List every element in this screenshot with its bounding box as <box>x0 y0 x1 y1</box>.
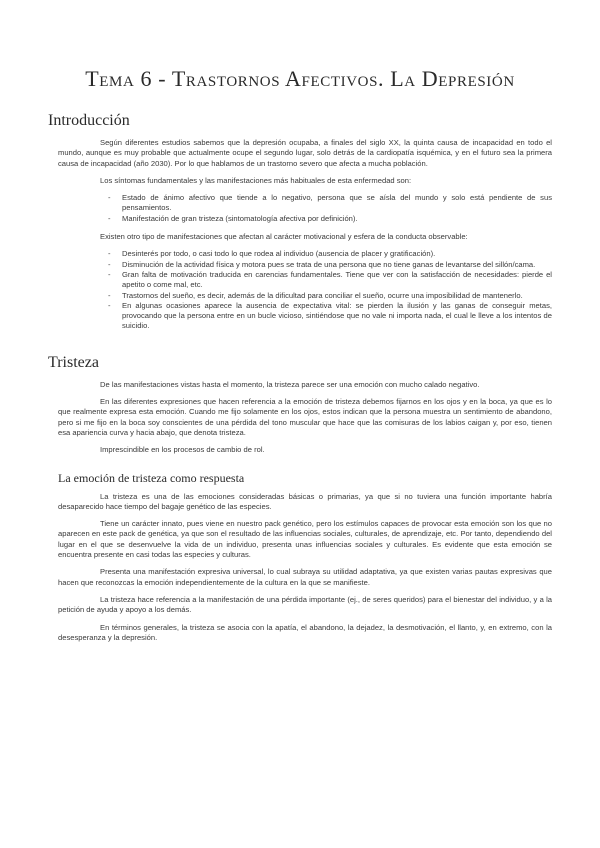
paragraph: De las manifestaciones vistas hasta el momento, la tristeza parece ser una emoción con mucho calado negativo. <box>100 379 480 389</box>
paragraph: En términos generales, la tristeza se asocia con la apatía, el abandono, la dejadez, la desmotivación, el llanto, y, en extremo, con la desesperanza y la depresión. <box>58 622 552 642</box>
paragraph: Los síntomas fundamentales y las manifestaciones más habituales de esta enfermedad son: <box>100 175 412 185</box>
list-item: - En algunas ocasiones aparece la ausencia de expectativa vital: se pierden la ilusión y las ganas de conseguir metas, provocando que la persona entre en un bucle vicioso, sintiéndose que no vale ni importa nada, el cual le lleve a los intentos de suicidio. <box>108 301 552 332</box>
list-item: - Gran falta de motivación traducida en carencias fundamentales. Tiene que ver con la satisfacción de necesidades: pierde el apetito o come mal, etc. <box>108 270 552 291</box>
list-item: - Estado de ánimo afectivo que tiende a lo negativo, persona que se aísla del mundo y solo está pendiente de sus pensamientos. <box>108 193 552 214</box>
paragraph: Presenta una manifestación expresiva universal, lo cual subraya su utilidad adaptativa, ya que existen varias pautas expresivas que hacen que reconozcas la emoción independientemente de la cultura en la que se manifieste. <box>58 567 552 587</box>
manifestation-list <box>108 249 552 331</box>
list-item: - Disminución de la actividad física y motora pues se trata de una persona que no tiene ganas de levantarse del sillón/cama. <box>108 260 552 270</box>
paragraph: En las diferentes expresiones que hacen referencia a la emoción de tristeza debemos fijarnos en los ojos y en la boca, ya que es lo que realmente expresa esta emoción. Cuando me fijo solamente en los ojos, estos indican que la persona muestra un sentimiento de abandono, pero si me fijo en la boca soy conscientes de una pérdida del tono muscular que hace que las comisuras de los labios caigan y, por eso, tienen esa apariencia curva y hacia abajo, que denota tristeza. <box>58 397 552 437</box>
section-heading-introduccion: Introducción <box>48 112 130 129</box>
list-item: - Desinterés por todo, o casi todo lo que rodea al individuo (ausencia de placer y gratificación). <box>108 249 552 259</box>
paragraph: La tristeza hace referencia a la manifestación de una pérdida importante (ej., de seres queridos) para el bienestar del individuo, y a la petición de ayuda y apoyo a los demás. <box>58 594 552 615</box>
page-title: Tema 6 - Trastornos Afectivos. La Depresión <box>85 66 515 91</box>
symptom-list <box>108 193 552 224</box>
paragraph: La tristeza es una de las emociones consideradas básicas o primarias, ya que si no tuviera una función importante habría desaparecido hace tiempo del bagaje genético de las especies. <box>58 491 552 511</box>
paragraph: Existen otro tipo de manifestaciones que afectan al carácter motivacional y esfera de la conducta observable: <box>100 232 468 242</box>
subsection-heading-respuesta: La emoción de tristeza como respuesta <box>58 470 245 485</box>
list-item: - Manifestación de gran tristeza (sintomatología afectiva por definición). <box>108 214 552 224</box>
paragraph: Imprescindible en los procesos de cambio de rol. <box>100 445 265 455</box>
list-item: - Trastornos del sueño, es decir, además de la dificultad para conciliar el sueño, ocurre una imposibilidad de mantenerlo. <box>108 291 552 301</box>
section-heading-tristeza: Tristeza <box>48 353 99 371</box>
paragraph: Tiene un carácter innato, pues viene en nuestro pack genético, pero los estímulos capaces de provocar esta emoción son los que no aparecen en este pack de genética, ya que son el resultado de las influencias sociales, culturales, de aprendizaje, etc. Por tanto, dependiendo del lugar en el que se desenvuelve la vida de un individuo, presenta unas influencias sociales y culturales. Es evidente que esta emoción se encuentra presente en casi todas las especies y culturas. <box>58 519 552 560</box>
paragraph: Según diferentes estudios sabemos que la depresión ocupaba, a finales del siglo XX, la quinta causa de incapacidad en todo el mundo, aunque es muy probable que actualmente ocupe el segundo lugar, solo detrás de la cardiopatía isquémica, y en el futuro sea la primera causa de incapacidad (año 2030). Por lo que hablamos de un trastorno severo que afecta a mucha población. <box>58 138 552 168</box>
